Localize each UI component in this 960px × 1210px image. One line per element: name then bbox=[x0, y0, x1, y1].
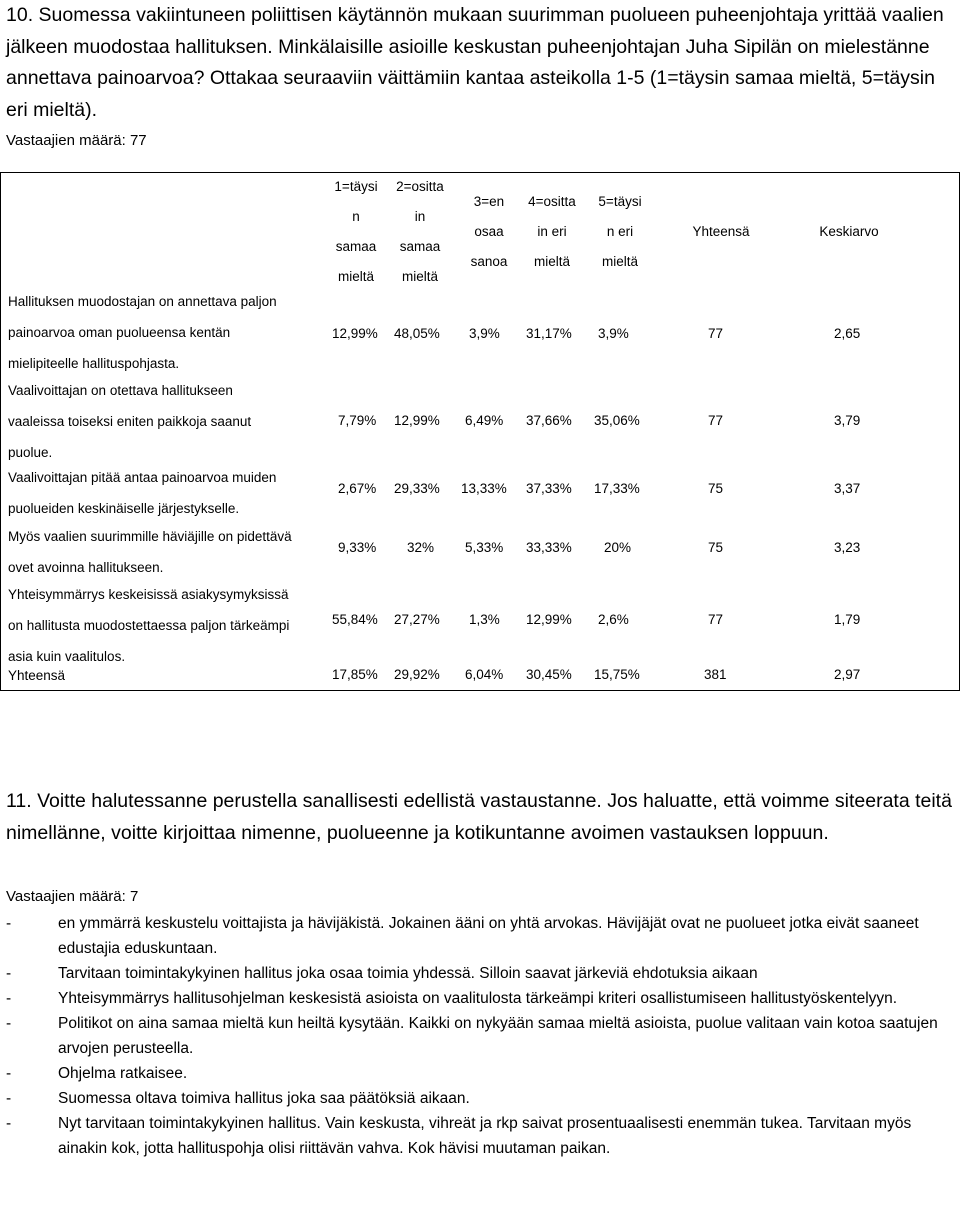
cell-value: 29,92% bbox=[394, 667, 440, 682]
cell-value: 17,85% bbox=[332, 667, 378, 682]
header-col-4-line: in eri bbox=[537, 224, 567, 239]
cell-value: 6,04% bbox=[465, 667, 504, 682]
cell-value: 12,99% bbox=[526, 612, 572, 627]
row-label-line: Hallituksen muodostajan on annettava paljon bbox=[8, 294, 277, 309]
cell-value: 48,05% bbox=[394, 326, 440, 341]
cell-value: 55,84% bbox=[332, 612, 378, 627]
table-row-label bbox=[8, 462, 320, 524]
header-col-5-line: 5=täysi bbox=[598, 194, 642, 209]
cell-value: 6,49% bbox=[465, 413, 504, 428]
bullet-dash: - bbox=[6, 990, 12, 1007]
cell-value: 2,67% bbox=[338, 481, 377, 496]
cell-value: 37,66% bbox=[526, 413, 572, 428]
question-10-title: 10. Suomessa vakiintuneen poliittisen käytännön mukaan suurimman puolueen puheenjohtaja yrittää vaalien jälkeen muodostaa hallituksen. Minkälaisille asioille keskustan puheenjohtajan Juha Sipilän on mielestänne annettava painoarvoa? Ottakaa seuraaviin väittämiin kantaa asteikolla 1-5 (1=täysin samaa mieltä, 5=täysin eri mieltä). bbox=[6, 4, 944, 121]
header-col-3-line: sanoa bbox=[470, 254, 508, 269]
header-average-label: Keskiarvo bbox=[819, 224, 879, 239]
cell-value: 27,27% bbox=[394, 612, 440, 627]
header-col-5-line: n eri bbox=[606, 224, 634, 239]
bullet-dash: - bbox=[6, 965, 12, 982]
answer-text: Suomessa oltava toimiva hallitus joka saa päätöksiä aikaan. bbox=[58, 1090, 470, 1107]
cell-value: 3,9% bbox=[469, 326, 500, 341]
header-col-5-line: mieltä bbox=[601, 254, 638, 269]
header-col-4-line: mieltä bbox=[533, 254, 570, 269]
open-answers-list bbox=[6, 911, 956, 1161]
header-col-2 bbox=[387, 173, 453, 291]
header-col-1-line: n bbox=[352, 209, 360, 224]
cell-value: 1,3% bbox=[469, 612, 500, 627]
list-item bbox=[6, 911, 956, 961]
list-item bbox=[6, 1061, 956, 1086]
results-table bbox=[0, 172, 960, 691]
answer-text: Tarvitaan toimintakykyinen hallitus joka osaa toimia yhdessä. Silloin saavat järkeviä ehdotuksia aikaan bbox=[58, 965, 758, 982]
header-col-1-line: mieltä bbox=[337, 269, 374, 284]
header-total-label: Yhteensä bbox=[692, 224, 750, 239]
cell-value: 15,75% bbox=[594, 667, 640, 682]
cell-value: 30,45% bbox=[526, 667, 572, 682]
question-11-title: 11. Voitte halutessanne perustella sanallisesti edellistä vastaustanne. Jos haluatte, että voimme siteerata teitä nimellänne, voitte kirjoittaa nimenne, puolueenne ja kotikuntanne avoimen vastauksen loppuun. bbox=[6, 790, 952, 844]
table-row-label bbox=[8, 579, 320, 672]
header-col-2-line: 2=ositta bbox=[396, 179, 444, 194]
bullet-dash: - bbox=[6, 1065, 12, 1082]
answer-text: Ohjelma ratkaisee. bbox=[58, 1065, 188, 1082]
list-item bbox=[6, 1086, 956, 1111]
answer-text: Yhteisymmärrys hallitusohjelman keskesistä asioista on vaalitulosta tärkeämpi kriteri osallistumiseen hallitustyöskentelyyn. bbox=[58, 990, 898, 1007]
header-col-4-line: 4=ositta bbox=[528, 194, 576, 209]
cell-value: 13,33% bbox=[461, 481, 507, 496]
cell-value: 37,33% bbox=[526, 481, 572, 496]
header-col-1-line: 1=täysi bbox=[334, 179, 378, 194]
cell-value: 3,37 bbox=[834, 481, 861, 496]
answer-text: Nyt tarvitaan toimintakykyinen hallitus. Vain keskusta, vihreät ja rkp saivat prosentuaalisesti enemmän tukea. Tarvitaan myös ainakin kok, jotta hallituspohja olisi riittävän vahva. Kok hävisi muutaman paikan. bbox=[58, 1115, 912, 1157]
list-item bbox=[6, 1111, 956, 1161]
header-col-2-line: mieltä bbox=[401, 269, 438, 284]
cell-value: 20% bbox=[604, 540, 632, 555]
row-label-line: Yhteisymmärrys keskeisissä asiakysymyksissä bbox=[8, 587, 289, 602]
list-item bbox=[6, 961, 956, 986]
bullet-dash: - bbox=[6, 915, 12, 932]
cell-value: 17,33% bbox=[594, 481, 640, 496]
table-row-label bbox=[8, 521, 320, 583]
header-average bbox=[809, 173, 889, 291]
header-col-3-line: osaa bbox=[474, 224, 504, 239]
row-label-line: Yhteensä bbox=[8, 668, 66, 683]
row-label-line: Vaalivoittajan on otettava hallitukseen bbox=[8, 383, 233, 398]
header-col-4 bbox=[517, 173, 587, 291]
cell-value: 35,06% bbox=[594, 413, 640, 428]
cell-value: 2,6% bbox=[598, 612, 629, 627]
cell-value: 7,79% bbox=[338, 413, 377, 428]
question-11-respondent-count: Vastaajien määrä: 7 bbox=[6, 888, 139, 905]
question-10-respondent-count: Vastaajien määrä: 77 bbox=[6, 132, 147, 149]
cell-value: 77 bbox=[708, 413, 724, 428]
cell-value: 77 bbox=[708, 326, 724, 341]
cell-value: 77 bbox=[708, 612, 724, 627]
cell-value: 1,79 bbox=[834, 612, 861, 627]
cell-value: 3,79 bbox=[834, 413, 861, 428]
cell-value: 12,99% bbox=[394, 413, 440, 428]
header-total bbox=[681, 173, 761, 291]
row-label-line: Vaalivoittajan pitää antaa painoarvoa muiden bbox=[8, 470, 277, 485]
row-label-line: asia kuin vaalitulos. bbox=[8, 649, 126, 664]
bullet-dash: - bbox=[6, 1090, 12, 1107]
header-col-2-line: samaa bbox=[399, 239, 441, 254]
table-row-label-total bbox=[8, 660, 320, 691]
answer-text: en ymmärrä keskustelu voittajista ja hävijäkistä. Jokainen ääni on yhtä arvokas. Hävijäjät ovat ne puolueet jotka eivät saaneet edustajia eduskuntaan. bbox=[58, 915, 919, 957]
cell-value: 31,17% bbox=[526, 326, 572, 341]
cell-value: 29,33% bbox=[394, 481, 440, 496]
cell-value: 3,23 bbox=[834, 540, 861, 555]
row-label-line: Myös vaalien suurimmille häviäjille on pidettävä bbox=[8, 529, 292, 544]
table-row-label bbox=[8, 375, 320, 468]
header-col-3 bbox=[456, 173, 522, 291]
bullet-dash: - bbox=[6, 1015, 12, 1032]
row-label-line: puolue. bbox=[8, 445, 53, 460]
cell-value: 2,97 bbox=[834, 667, 861, 682]
answer-text: Politikot on aina samaa mieltä kun heiltä kysytään. Kaikki on nykyään samaa mieltä asioista, puolue valitaan vain kotoa saatujen arvojen perusteella. bbox=[58, 1015, 938, 1057]
bullet-dash: - bbox=[6, 1115, 12, 1132]
list-item bbox=[6, 986, 956, 1011]
cell-value: 32% bbox=[407, 540, 435, 555]
row-label-line: ovet avoinna hallitukseen. bbox=[8, 560, 164, 575]
row-label-line: puolueiden keskinäiselle järjestykselle. bbox=[8, 501, 240, 516]
list-item bbox=[6, 1011, 956, 1061]
cell-value: 9,33% bbox=[338, 540, 377, 555]
cell-value: 75 bbox=[708, 540, 724, 555]
row-label-line: painoarvoa oman puolueensa kentän bbox=[8, 325, 231, 340]
row-label-line: vaaleissa toiseksi eniten paikkoja saanut bbox=[8, 414, 252, 429]
cell-value: 3,9% bbox=[598, 326, 629, 341]
row-label-line: mielipiteelle hallituspohjasta. bbox=[8, 356, 180, 371]
header-col-1-line: samaa bbox=[335, 239, 377, 254]
header-col-2-line: in bbox=[414, 209, 426, 224]
header-col-5 bbox=[585, 173, 655, 291]
header-col-1 bbox=[323, 173, 389, 291]
cell-value: 381 bbox=[704, 667, 727, 682]
header-col-3-line: 3=en bbox=[473, 194, 505, 209]
cell-value: 5,33% bbox=[465, 540, 504, 555]
cell-value: 2,65 bbox=[834, 326, 861, 341]
row-label-line: on hallitusta muodostettaessa paljon tärkeämpi bbox=[8, 618, 290, 633]
table-row-label bbox=[8, 286, 320, 379]
cell-value: 33,33% bbox=[526, 540, 572, 555]
cell-value: 75 bbox=[708, 481, 724, 496]
cell-value: 12,99% bbox=[332, 326, 378, 341]
